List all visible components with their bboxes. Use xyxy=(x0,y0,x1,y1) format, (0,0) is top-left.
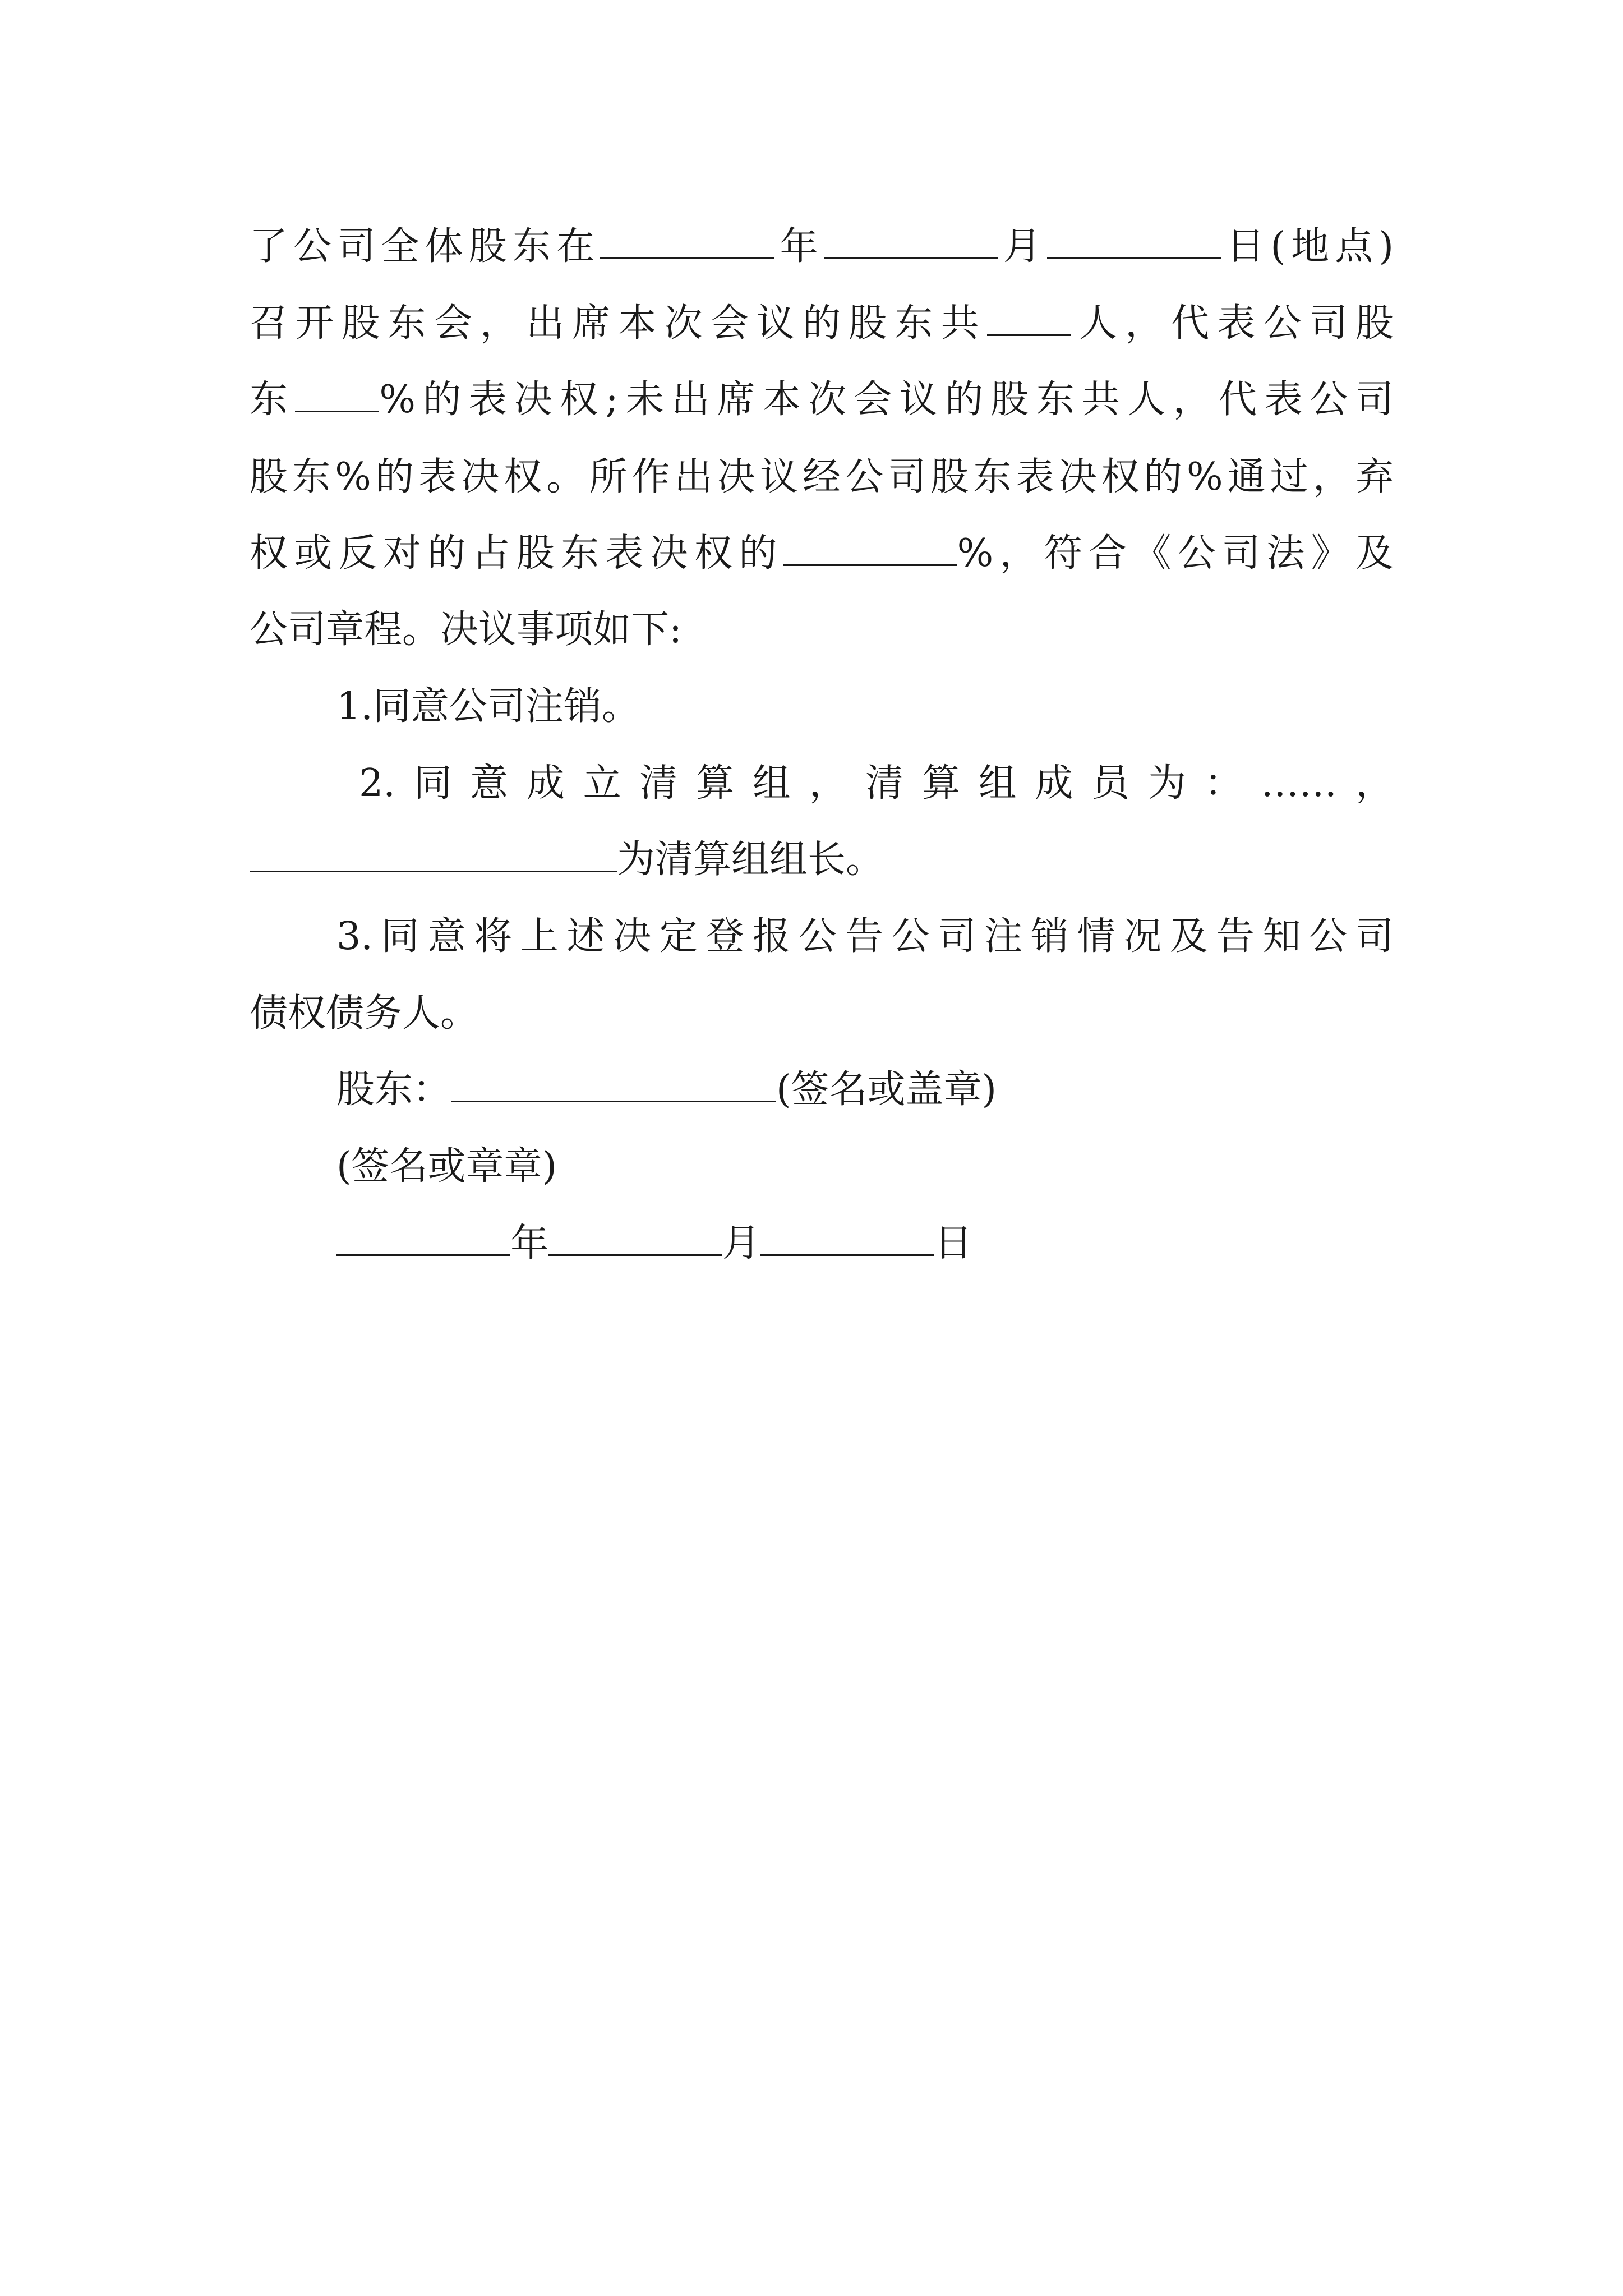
paragraph-line-3 xyxy=(250,375,1394,425)
text-segment: 月 xyxy=(722,1221,761,1266)
text-segment: 日(地点) xyxy=(1221,224,1394,269)
signature-note xyxy=(336,1142,557,1192)
text-segment: 1.同意公司注销。 xyxy=(336,684,640,729)
text-segment: 股东%的表决权。所作出决议经公司股东表决权的%通过，弃 xyxy=(250,455,1394,499)
resolution-item-2-continuation xyxy=(250,835,884,885)
paragraph-line-1 xyxy=(250,222,1394,272)
fill-in-blank-signature xyxy=(451,1066,776,1102)
text-segment: 债权债务人。 xyxy=(250,991,479,1036)
resolution-item-2 xyxy=(359,758,1394,809)
text-segment: 股东： xyxy=(336,1068,451,1112)
fill-in-blank-year xyxy=(336,1220,510,1256)
fill-in-blank-day xyxy=(760,1220,934,1256)
fill-in-blank-month xyxy=(548,1220,722,1256)
text-segment: 3.同意将上述决定登报公告公司注销情况及告知公司 xyxy=(336,914,1394,959)
paragraph-line-4 xyxy=(250,452,1394,503)
text-segment: 为清算组组长。 xyxy=(617,838,884,882)
fill-in-blank-percent xyxy=(295,376,379,412)
resolution-item-3 xyxy=(336,912,1394,962)
text-segment: (签名或盖章) xyxy=(776,1068,997,1112)
fill-in-blank-year xyxy=(600,223,774,259)
paragraph-line-2 xyxy=(250,298,1394,349)
fill-in-blank-percent xyxy=(783,530,957,566)
fill-in-blank-day xyxy=(1047,223,1221,259)
text-segment: (签名或章章) xyxy=(336,1144,557,1189)
fill-in-blank-leader xyxy=(250,836,617,872)
text-segment: %的表决权;未出席本次会议的股东共人，代表公司 xyxy=(379,378,1394,422)
resolution-item-3-continuation xyxy=(250,988,478,1039)
text-segment: 2.同意成立清算组，清算组成员为：……， xyxy=(359,761,1394,806)
text-segment: %，符合《公司法》及 xyxy=(957,531,1394,576)
text-segment: 日 xyxy=(934,1221,973,1266)
paragraph-line-6 xyxy=(250,605,682,655)
text-segment: 年 xyxy=(774,224,824,269)
text-segment: 了公司全体股东在 xyxy=(250,224,601,269)
shareholder-signature-line xyxy=(336,1065,997,1115)
fill-in-blank-count xyxy=(987,300,1071,336)
date-line xyxy=(336,1218,972,1269)
text-segment: 召开股东会，出席本次会议的股东共 xyxy=(250,301,987,346)
text-segment: 月 xyxy=(997,224,1048,269)
text-segment: 东 xyxy=(250,378,296,422)
fill-in-blank-month xyxy=(824,223,998,259)
paragraph-line-5 xyxy=(250,528,1394,579)
text-segment: 年 xyxy=(510,1221,549,1266)
text-segment: 公司章程。决议事项如下: xyxy=(250,608,682,652)
text-segment: 人，代表公司股 xyxy=(1071,301,1394,346)
resolution-item-1 xyxy=(336,682,640,732)
text-segment: 权或反对的占股东表决权的 xyxy=(250,531,783,576)
